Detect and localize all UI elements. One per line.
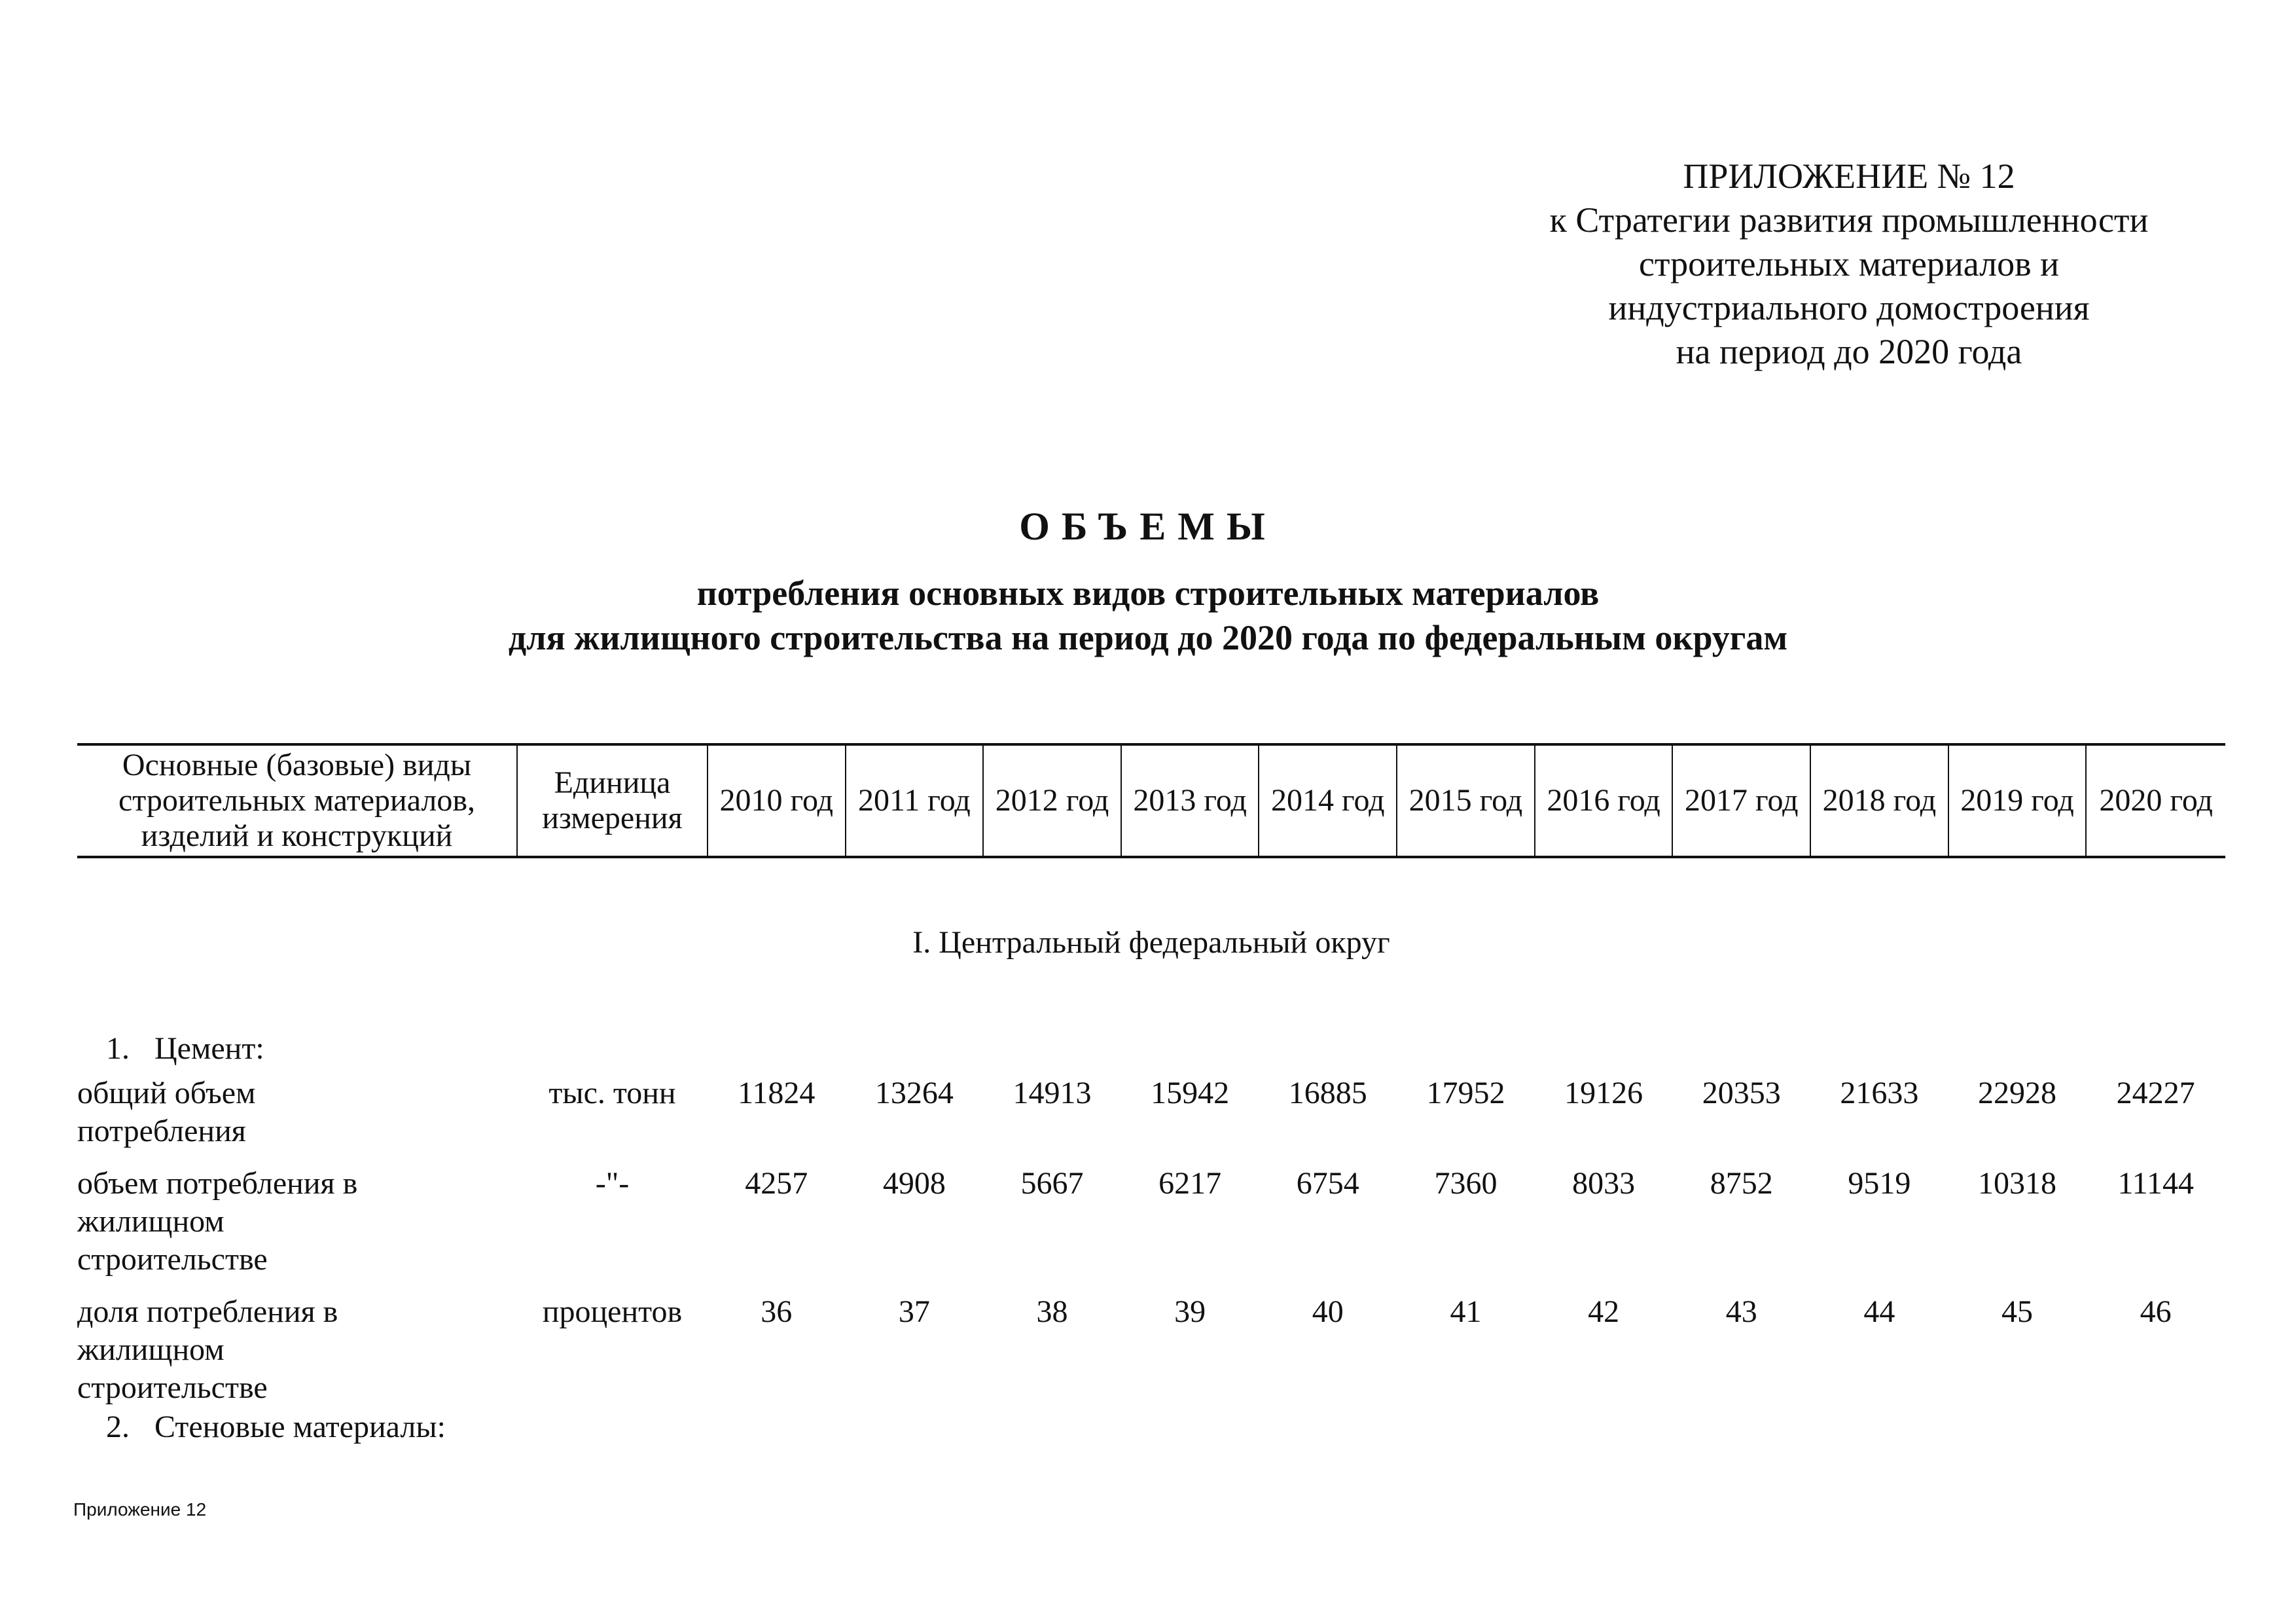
table-cell: 38 xyxy=(1036,1294,1068,1329)
table-cell: 43 xyxy=(1725,1294,1757,1329)
table-cell: 11144 xyxy=(2117,1166,2194,1201)
table-cell: 8033 xyxy=(1572,1166,1636,1201)
category-row xyxy=(77,1005,2225,1074)
table-cell: 20353 xyxy=(1702,1076,1781,1110)
row-unit: -"- xyxy=(595,1166,630,1201)
appendix-line: строительных материалов и xyxy=(1638,244,2060,283)
table-cell: 9519 xyxy=(1848,1166,1911,1201)
appendix-line: на период до 2020 года xyxy=(1676,332,2022,371)
table-cell: 39 xyxy=(1174,1294,1206,1329)
header-year: 2014 год xyxy=(1259,744,1397,857)
row-unit: процентов xyxy=(542,1294,683,1329)
category-number: 2. xyxy=(106,1410,130,1444)
subtitle-line-1: потребления основных видов строительных материалов xyxy=(696,574,1600,613)
table-cell: 36 xyxy=(761,1294,793,1329)
table-cell: 44 xyxy=(1863,1294,1895,1329)
category-wall-materials xyxy=(77,1407,2225,1453)
header-year: 2018 год xyxy=(1810,744,1948,857)
table-row xyxy=(77,1293,2225,1407)
table-cell: 22928 xyxy=(1978,1076,2056,1110)
table-cell: 15942 xyxy=(1151,1076,1230,1110)
table-cell: 41 xyxy=(1450,1294,1482,1329)
appendix-line: к Стратегии развития промышленности xyxy=(1549,200,2149,240)
table-cell: 21633 xyxy=(1840,1076,1919,1110)
header-year: 2015 год xyxy=(1397,744,1535,857)
document-title: ОБЪЕМЫ xyxy=(1019,505,1277,548)
header-year: 2011 год xyxy=(846,744,984,857)
header-year: 2012 год xyxy=(983,744,1121,857)
subtitle-line-2: для жилищного строительства на период до 2020 года по федеральным округам xyxy=(508,618,1788,657)
table-cell: 5667 xyxy=(1020,1166,1084,1201)
table-cell: 19126 xyxy=(1564,1076,1643,1110)
row-label: общий объем потребления xyxy=(77,1076,256,1148)
category-name: Цемент: xyxy=(154,1031,264,1066)
row-spacer xyxy=(77,1279,2225,1293)
row-label: доля потребления в жилищном строительстве xyxy=(77,1294,338,1405)
table-cell: 4257 xyxy=(745,1166,808,1201)
table-cell: 4908 xyxy=(882,1166,946,1201)
table-cell: 17952 xyxy=(1426,1076,1505,1110)
section-row xyxy=(77,857,2225,1005)
table-cell: 10318 xyxy=(1978,1166,2056,1201)
table-row xyxy=(77,1074,2225,1150)
header-year: 2019 год xyxy=(1948,744,2087,857)
table-cell: 46 xyxy=(2140,1294,2172,1329)
table-cell: 11824 xyxy=(738,1076,816,1110)
document-subtitle xyxy=(0,571,2296,660)
consumption-table xyxy=(77,743,2225,1453)
category-number: 1. xyxy=(106,1031,130,1066)
table-cell: 7360 xyxy=(1434,1166,1498,1201)
table-cell: 24227 xyxy=(2116,1076,2195,1110)
table-cell: 6217 xyxy=(1158,1166,1222,1201)
table-cell: 8752 xyxy=(1710,1166,1773,1201)
header-year: 2013 год xyxy=(1121,744,1259,857)
table-row xyxy=(77,1165,2225,1279)
appendix-line: индустриального домостроения xyxy=(1608,288,2090,327)
category-cement xyxy=(77,1005,2225,1074)
page-footer: Приложение 12 xyxy=(73,1499,207,1520)
row-spacer xyxy=(77,1150,2225,1165)
table-cell: 6754 xyxy=(1296,1166,1359,1201)
header-year: 2010 год xyxy=(708,744,846,857)
header-unit: Единица измерения xyxy=(517,744,708,857)
table-cell: 16885 xyxy=(1288,1076,1367,1110)
header-year: 2020 год xyxy=(2086,744,2225,857)
table-header-row xyxy=(77,744,2225,857)
table-cell: 45 xyxy=(2001,1294,2033,1329)
appendix-number: ПРИЛОЖЕНИЕ № 12 xyxy=(1683,156,2015,196)
category-row xyxy=(77,1407,2225,1453)
header-year: 2017 год xyxy=(1672,744,1810,857)
row-unit: тыс. тонн xyxy=(548,1076,676,1110)
section-title: I. Центральный федеральный округ xyxy=(912,925,1390,960)
header-year: 2016 год xyxy=(1535,744,1673,857)
table-cell: 14913 xyxy=(1013,1076,1092,1110)
table-cell: 13264 xyxy=(874,1076,954,1110)
row-label: объем потребления в жилищном строительстве xyxy=(77,1166,358,1277)
table-cell: 37 xyxy=(898,1294,930,1329)
header-material-type: Основные (базовые) виды строительных материалов, изделий и конструкций xyxy=(77,744,517,857)
category-name: Стеновые материалы: xyxy=(154,1410,446,1444)
table-cell: 40 xyxy=(1312,1294,1344,1329)
appendix-block xyxy=(1473,155,2225,374)
table-cell: 42 xyxy=(1588,1294,1620,1329)
